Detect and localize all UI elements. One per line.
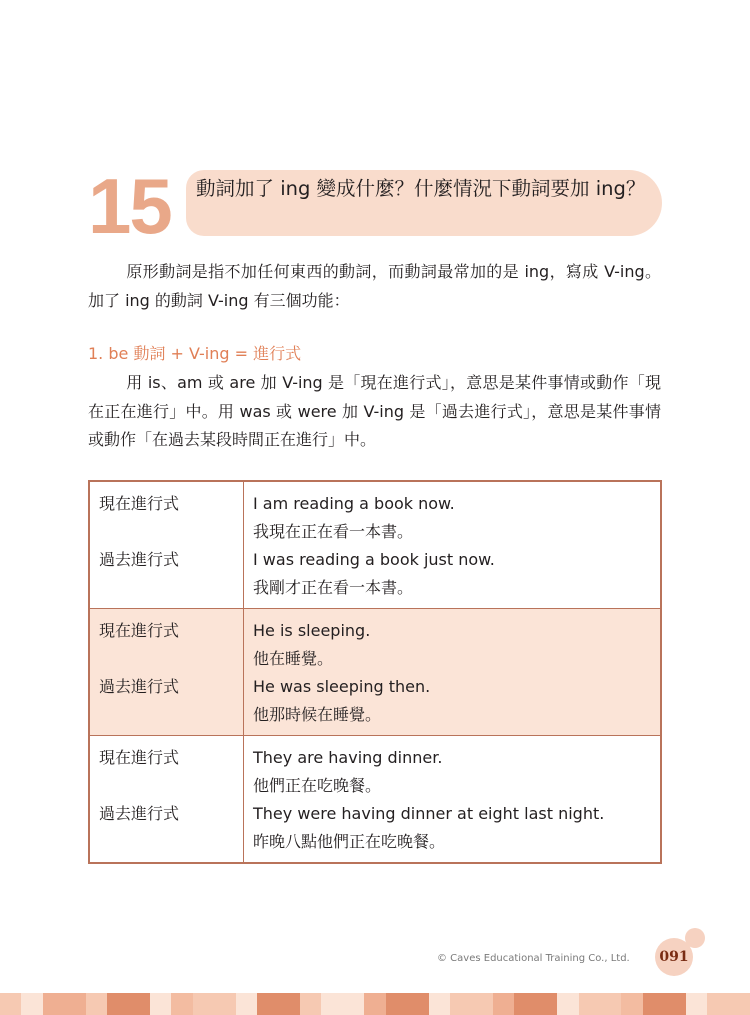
example-past-en: He was sleeping then. [253,677,431,696]
example-present-zh: 他在睡覺。 [253,649,334,668]
label-present: 現在進行式 [99,494,180,513]
example-past-zh: 他那時候在睡覺。 [253,705,382,724]
section-number: 15 [88,162,171,250]
copyright-notice: © Caves Educational Training Co., Ltd. [437,953,630,964]
example-cell [244,736,662,864]
example-past-zh: 我剛才正在看一本書。 [253,578,414,597]
subsection-heading: 1. be 動詞 + V-ing = 進行式 [88,344,302,363]
example-past-zh: 昨晚八點他們正在吃晚餐。 [253,832,446,851]
example-present-en: They are having dinner. [253,748,443,767]
label-present: 現在進行式 [99,621,180,640]
example-past-en: I was reading a book just now. [253,550,495,569]
example-present-zh: 他們正在吃晚餐。 [253,776,382,795]
examples-table [88,480,662,864]
subsection-paragraph [88,369,661,455]
table-row [89,481,661,609]
decorative-stripe [0,993,750,1015]
subsection-text: 用 is、am 或 are 加 V-ing 是「現在進行式」，意思是某件事情或動作「現在正在進行」中。用 was 或 were 加 V-ing 是「過去進行式」，意思是某件事情或動作「在過去某段時間正在進行」中。 [88,373,661,449]
intro-text: 原形動詞是指不加任何東西的動詞，而動詞最常加的是 ing，寫成 V-ing。加了 ing 的動詞 V-ing 有三個功能： [88,262,661,310]
example-present-en: He is sleeping. [253,621,371,640]
example-present-zh: 我現在正在看一本書。 [253,522,414,541]
section-title: 動詞加了 ing 變成什麼？什麼情況下動詞要加 ing？ [196,177,646,200]
example-past-en: They were having dinner at eight last night. [253,804,605,823]
label-past: 過去進行式 [99,677,180,696]
label-present: 現在進行式 [99,748,180,767]
tense-label-cell [89,736,244,864]
example-cell [244,481,662,609]
example-present-en: I am reading a book now. [253,494,455,513]
tense-label-cell [89,609,244,736]
table-row [89,609,661,736]
intro-paragraph [88,258,661,315]
page-number: 091 [659,949,689,965]
tense-label-cell [89,481,244,609]
label-past: 過去進行式 [99,550,180,569]
table-row [89,736,661,864]
label-past: 過去進行式 [99,804,180,823]
example-cell [244,609,662,736]
